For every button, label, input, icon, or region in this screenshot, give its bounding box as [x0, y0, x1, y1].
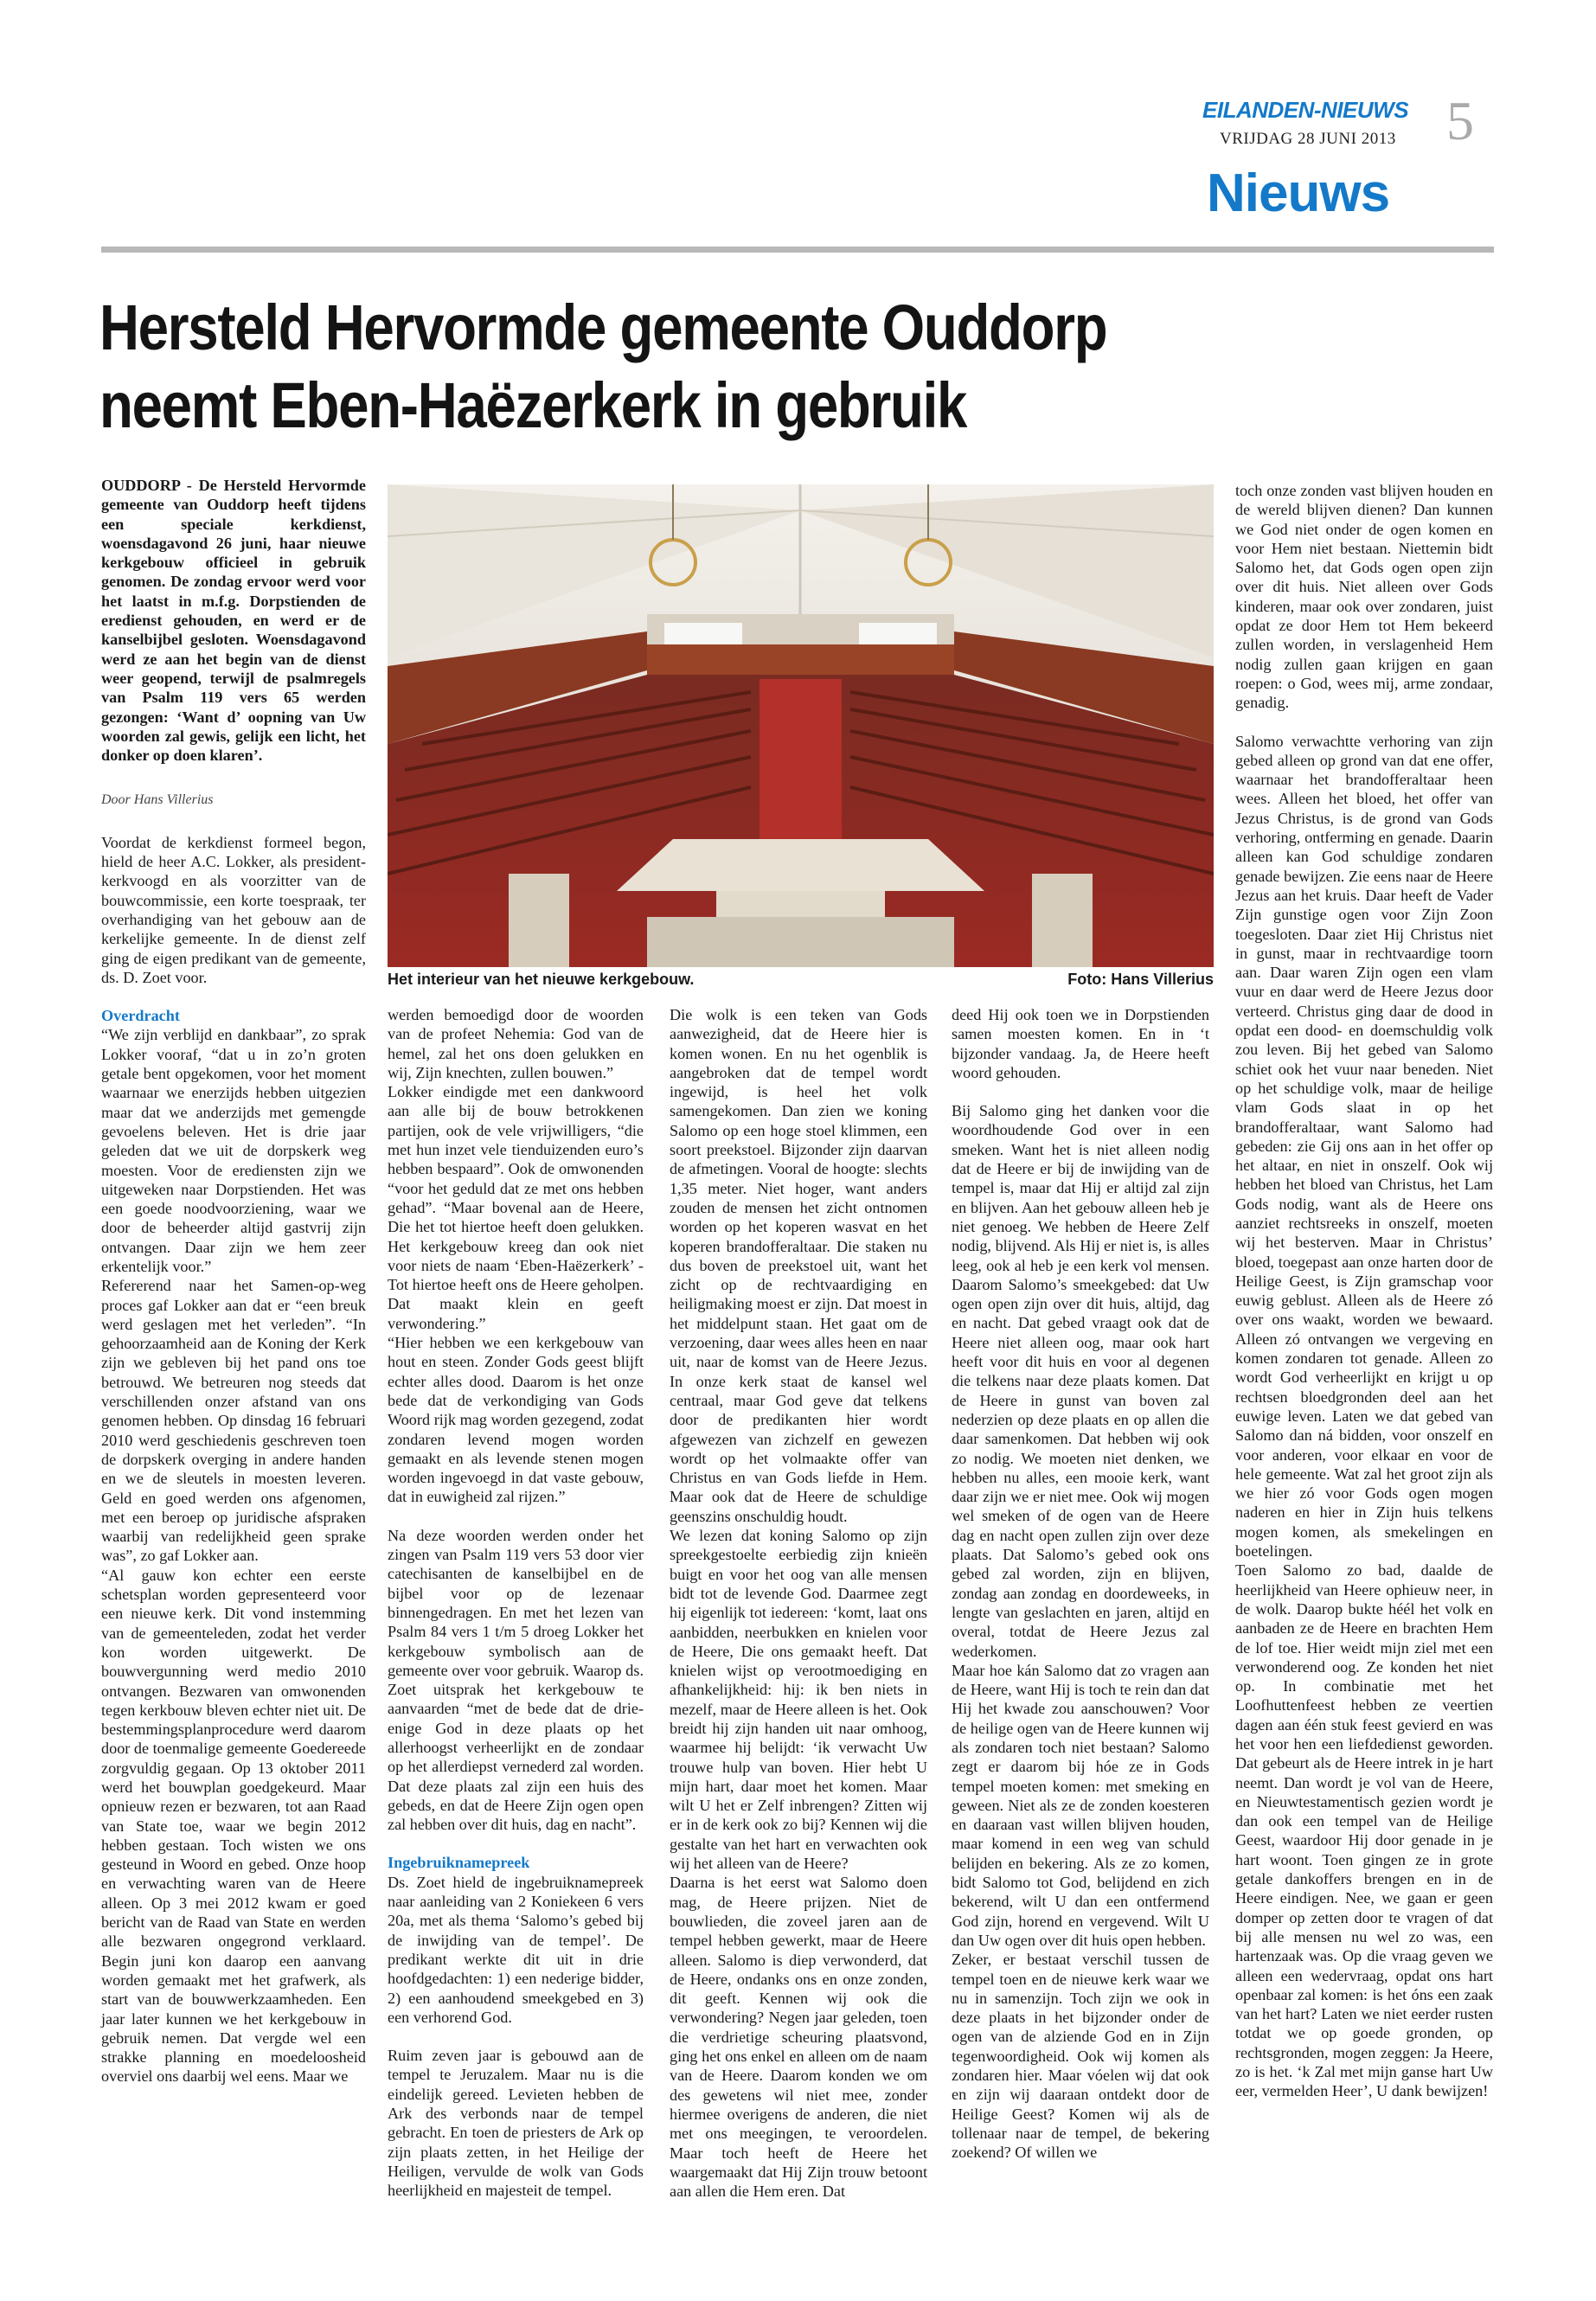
paragraph: Daarna is het eerst wat Salomo doen mag, de Heere prijzen. Niet de bouwlieden, die zoveel jaren aan de tempel hebben gewerkt, maar de Heere alleen. Salomo is diep verwonderd, dat de Heere, ondanks ons en onze zonden, dit geeft. Kennen wij ook die verwondering? Negen jaar geleden, toen die verdrietige scheuring plaatsvond, ging het ons enkel en alleen om de naam van de Heere. Daarom konden we om des gewetens wil niet mee, zonder hiermee overigens de anderen, die niet met ons meegingen, te veroordelen. Maar toch heeft de Heere het waargemaakt dat Hij Zijn trouw betoont aan allen die Hem eren. Dat: [670, 1874, 927, 2201]
paragraph: “Al gauw kon echter een eerste schetsplan worden gepresenteerd voor een nieuwe kerk. Dit vond instemming van de gemeenteleden, zodat het verder kon worden uitgewerkt. De bouwvergunning werd medio 2010 ontvangen. Bezwaren van omwonenden tegen kerkbouw bleven echter niet uit. De bestemmingsplanprocedure werd daarom door de toenmalige gemeente Goedereede zorgvuldig gegaan. Op 13 oktober 2011 werd het bouwplan goedgekeurd. Maar opnieuw rezen er bezwaren, tot aan Raad van State toe, waar we begin 2012 hebben gestaan. Toch wisten we ons gesteund in Woord en gebed. Onze hoop en verwachting waren van de Heere alleen. Op 3 mei 2012 kwam er goed bericht van de Raad van State en werden alle bezwaren ongegrond verklaard. Begin juni kon daarop een aanvang worden gemaakt met het grafwerk, als start van de bouwwerkzaamheden. Een jaar later kunnen we het kerkgebouw in gebruik nemen. Dat vergde wel een strakke planning en moedeloosheid overviel ons daarbij wel eens. Maar we: [101, 1566, 367, 2086]
section-title: Nieuws: [1207, 163, 1390, 223]
paragraph: toch onze zonden vast blijven houden en de wereld blijven dienen? Dan kunnen we God niet onder de ogen komen en voor Hem niet bestaan. Niettemin bidt Salomo het, dat Gods ogen open zijn over dit huis. Niet alleen over Gods kinderen, maar ook over zondaren, juist opdat ze door Hem tot Hem bekeerd zullen worden, in verslagenheid Hem nodig zullen gaan krijgen en gaan roepen: o God, wees mij, arme zondaar, genadig.: [1235, 482, 1493, 712]
masthead-name: EILANDEN-NIEUWS: [1202, 97, 1409, 123]
paragraph: Refererend naar het Samen-op-weg proces gaf Lokker aan dat er “een breuk werd geslagen met het verleden”. “In gehoorzaamheid aan de Koning der Kerk zijn we gebleven bij het pand ons toe betrouwd. We betreuren nog steeds dat verschillenden onzer afstand van ons genomen hebben. Op dinsdag 16 februari 2010 werd geschiedenis geschreven toen de dorpskerk overging in andere handen en we de sleutels in moesten leveren. Geld en goed werden ons afgenomen, met een beroep op juridische afspraken waarbij van redelijkheid geen sprake was”, zo gaf Lokker aan.: [101, 1277, 366, 1565]
column-2: [388, 1005, 644, 2201]
page-number: 5: [1446, 90, 1474, 151]
column-1: [101, 476, 366, 2086]
masthead-logo: [1202, 97, 1409, 128]
paragraph: “Hier hebben we een kerkgebouw van hout en steen. Zonder Gods geest blijft echter alles dood. Daarom is het onze bede dat de verkondiging van Gods Woord rijk mag worden gezegend, zodat zondaren levend mogen worden gemaakt en als levende stenen mogen worden ingevoegd in dat vaste gebouw, dat in euwigheid zal rijzen.”: [388, 1334, 644, 1506]
paragraph: deed Hij ook toen we in Dorpstienden samen moesten komen. En in ‘t bijzonder vandaag. Ja, de Heere heeft woord gehouden.: [952, 1006, 1209, 1081]
article-byline: Door Hans Villerius: [101, 792, 214, 808]
paragraph: Ds. Zoet hield de ingebruiknamepreek naar aanleiding van 2 Koniekeen 6 vers 20a, met als thema ‘Salomo’s gebed bij de inwijding van de tempel’. De predikant werkte dit uit in drie hoofdgedachten: 1) een nederige bidder, 2) een aanhoudend smeekgebed en 3) een verhorend God.: [388, 1873, 644, 2026]
paragraph: Bij Salomo ging het danken voor die woordhoudende God over in een smeken. Want het is niet alleen nodig dat de Heere er bij de inwijding van de tempel is, maar dat Hij er altijd zal zijn en blijven. Aan het gebouw alleen heb je niet genoeg. We hebben de Heere Zelf nodig, blijvend. Als Hij er niet is, is alles leeg, ook al heb je een kerk vol mensen. Daarom Salomo’s smeekgebed: dat Uw ogen open zijn over dit huis, altijd, dag en nacht. Dat gebed vraagt ook dat de Heere niet alleen oog, maar ook hart heeft voor dit huis en voor al degenen die telkens naar deze plaats komen. Dat de Heere in gunst van boven zal nederzien op deze plaats en op allen die daar samenkomen. Dat hebben wij ook zo nodig. We moeten niet denken, we hebben nu alles, een mooie kerk, want daar zijn we er niet mee. Ook wij mogen wel smeken of de ogen van de Heere dag en nacht open zullen zijn over deze plaats. Dat Salomo’s gebed ook ons gebed zal worden, zijn en blijven, zondag aan zondag en doordeweeks, in lengte van geslachten en jaren, altijd en overal, totdat de Heere Jezus zal wederkomen.: [952, 1102, 1209, 1660]
paragraph: We lezen dat koning Salomo op zijn spreekgestoelte eerbiedig zijn knieën buigt en voor het oog van alle mensen bidt tot de levende God. Daarmee zegt hij eigenlijk tot iedereen: ‘komt, laat ons aanbidden, neerbukken en knielen voor de Heere, Die ons gemaakt heeft. Dat knielen wijst op verootmoediging en afhankelijkheid: hij: ik ben niets in mezelf, maar de Heere alleen is het. Ook breidt hij zijn handen uit naar omhoog, waarmee hij belijdt: ‘ik verwacht Uw trouwe hulp van boven. Hier hebt U mijn hart, daar moet het komen. Maar wilt U het er Zelf inbrengen? Zitten wij er in de kerk ook zo bij? Kennen wij die gestalte van het hart en verwachten ook wij het alleen van de Heere?: [670, 1527, 927, 1873]
paragraph: Na deze woorden werden onder het zingen van Psalm 119 vers 53 door vier catechisanten de kanselbijbel en de bijbel voor op de lezenaar binnengedragen. En met het lezen van Psalm 84 vers 1 t/m 5 droeg Lokker het kerkgebouw symbolisch aan de gemeente over voor gebruik. Waarop ds. Zoet uitsprak het kerkgebouw te aanvaarden “met de bede dat de drie-enige God in deze plaats op het allerhoogst verheerlijkt en de zondaar op het allerdiepst vernederd zal worden. Dat deze plaats zal zijn een huis des gebeds, en dat de Heere Zijn ogen open zal hebben over dit huis, dag en nacht”.: [388, 1526, 644, 1834]
header-rule: [101, 247, 1494, 253]
issue-date: VRIJDAG 28 JUNI 2013: [1220, 130, 1396, 148]
column-4: [952, 1005, 1209, 2163]
photo-credit: Foto: Hans Villerius: [1067, 971, 1214, 988]
subhead-ingebruiknamepreek: Ingebruiknamepreek: [388, 1854, 530, 1872]
church-interior-photo: [388, 484, 1214, 967]
column-5: [1235, 481, 1493, 2101]
article-intro: OUDDORP - De Hersteld Hervormde gemeente van Ouddorp heeft tijdens een speciale kerkdienst, woensdagavond 26 juni, haar nieuwe kerkgebouw officieel in gebruik genomen. De zondag ervoor werd voor het laatst in m.f.g. Dorpstienden de eredienst gehouden, en werd er de kanselbijbel gesloten. Woensdagavond werd ze aan het begin van de dienst weer geopend, terwijl de psalmregels van Psalm 119 vers 65 werden gezongen: ‘Want d’ oopning van Uw woorden zal gewis, gelijk een licht, het donker op doen klaren’.: [101, 477, 366, 765]
paragraph: “We zijn verblijd en dankbaar”, zo sprak Lokker vooraf, “dat u in zo’n groten getale bent opgekomen, voor het moment waarnaar we enerzijds hebben uitgezien maar dat we anderzijds met gemengde gevoelens beleven. Het is drie jaar geleden dat we uit de dorpskerk weg moesten. Voor de erediensten zijn we uitgeweken naar Dorpstienden. Het was een goede noodvoorziening, waar we door de beheerder altijd gastvrij zijn ontvangen. Daar zijn we hem zeer erkentelijk voor.”: [101, 1026, 366, 1275]
photo-caption: Het interieur van het nieuwe kerkgebouw.: [388, 971, 695, 988]
paragraph: Toen Salomo zo bad, daalde de heerlijkheid van Heere ophieuw neer, in de wolk. Daarop bukte héél het volk en aanbaden ze de Heere en brachten Hem de lof toe. Hier weidt mijn ziel met een verwonderend oog. Ze konden het niet op. In combinatie met het Loofhuttenfeest hebben ze veertien dagen aan één stuk feest gevierd en was het voor hen een liefdedienst geworden. Dat gebeurt als de Heere intrek in je hart neemt. Dan wordt je vol van de Heere, en Nieuwtestamentisch gezien wordt je dan ook een tempel van de Heilige Geest, waardoor Hij door genade in je hart woont. Toen gingen ze in grote getale dankoffers brengen en in de Heere eindigen. Nee, we gaan er geen domper op zetten door te vragen of dat bij alle mensen nu wel zo was, een hartenzaak was. Op die vraag geven we alleen een wedervraag, opdat ons hart openbaar zal komen: is het óns een zaak van het hart? Laten we niet eerder rusten totdat we op goede gronden, op rechtsgronden, mogen zeggen: Ja Heere, zo is het. ‘k Zal met mijn ganse hart Uw eer, vermelden Heer’, U dank bewijzen!: [1235, 1561, 1493, 2100]
paragraph: werden bemoedigd door de woorden van de profeet Nehemia: God van de hemel, zal het ons doen gelukken en wij, Zijn knechten, zullen bouwen.”: [388, 1006, 644, 1081]
subhead-overdracht: Overdracht: [101, 1007, 180, 1025]
article-headline: Hersteld Hervormde gemeente Ouddorp neemt Eben-Haëzerkerk in gebruik: [99, 292, 1107, 441]
paragraph: Lokker eindigde met een dankwoord aan alle bij de bouw betrokkenen partijen, ook de vele vrijwilligers, “die met hun inzet vele tienduizenden euro’s hebben bespaard”. Ook de omwonenden “voor het geduld dat ze met ons hebben gehad”. “Maar bovenal aan de Heere, Die het tot hiertoe heeft doen gelukken. Het kerkgebouw kreeg dan ook niet voor niets de naam ‘Eben-Haëzerkerk’ - Tot hiertoe heeft ons de Heere geholpen. Dat maakt klein en geeft verwondering.”: [388, 1083, 644, 1332]
paragraph: Maar hoe kán Salomo dat zo vragen aan de Heere, want Hij is toch te rein dan dat Hij het kwade zou aanschouwen? Voor de heilige ogen van de Heere kunnen wij als zondaren toch niet bestaan? Salomo zegt er daarom bij hóe ze in Gods tempel moeten komen: met smeking en geween. Niet als ze de zonden koesteren en daaraan vast willen blijven houden, maar komend in een weg van schuld belijden en bekering. Als ze zo komen, bidt Salomo tot God, belijdend en zich bekerend, wilt U dan een ontfermend God zijn, horend en vergevend. Wilt U dan Uw ogen over dit huis open hebben.: [952, 1661, 1209, 1949]
paragraph: Die wolk is een teken van Gods aanwezigheid, dat de Heere hier is komen wonen. En nu het ogenblik is aangebroken dat de tempel wordt ingewijd, is heel het volk samengekomen. Dan zien we koning Salomo op een hoge stoel klimmen, een soort preekstoel. Bijzonder zijn daarvan de afmetingen. Vooral de hoogte: slechts 1,35 meter. Niet hoger, want anders zouden de mensen het zicht ontnomen worden op het koperen wasvat en het koperen brandofferaltaar. Die staken nu dus boven de preekstoel uit, want het zicht op de rechtvaardiging en heiligmaking moest er zijn. Dat moest in het middelpunt staan. Het gaat om de verzoening, daar wees alles heen en naar uit, naar de komst van de Heere Jezus. In onze kerk staat de kansel wel centraal, maar God geve dat telkens door de predikanten hier wordt afgewezen van zichzelf en gewezen wordt op het volmaakte offer van Christus en van Gods liefde in Hem. Maar ook dat de Heere de schuldige geenszins onschuldig houdt.: [670, 1006, 927, 1525]
paragraph: Voordat de kerkdienst formeel begon, hield de heer A.C. Lokker, als president-kerkvoogd en als voorzitter van de bouwcommissie, een korte toespraak, ter overhandiging van het gebouw aan de kerkelijke gemeente. In de dienst zelf ging de eigen predikant van de gemeente, ds. D. Zoet voor.: [101, 833, 366, 986]
paragraph: Zeker, er bestaat verschil tussen de tempel toen en de nieuwe kerk waar we nu in samenzijn. Toch zijn we ook in deze plaats in het bijzonder onder de ogen van de alziende God en in Zijn tegenwoordigheid. Ook wij komen als zondaren hier. Maar vóelen wij dat ook en zijn wij daaraan ontdekt door de Heilige Geest? Komen wij als de tollenaar naar de tempel, de bekering zoekend? Of willen we: [952, 1951, 1209, 2162]
paragraph: Ruim zeven jaar is gebouwd aan de tempel te Jeruzalem. Maar nu is die eindelijk gereed. Levieten hebben de Ark des verbonds naar de tempel gebracht. En toen de priesters de Ark op zijn plaats zetten, in het Heilige der Heiligen, vervulde de wolk van Gods heerlijkheid en majesteit de tempel.: [388, 2047, 644, 2200]
column-3: [670, 1005, 927, 2201]
photo-caption-bar: [388, 971, 1214, 989]
paragraph: Salomo verwachtte verhoring van zijn gebed alleen op grond van dat ene offer, waarnaar het brandofferaltaar heen wees. Alleen het bloed, het offer van Jezus Christus, is de grond van Gods verhoring, ontferming en genade. Daarin alleen kan God schuldige zondaren genade bewijzen. Zie eens naar de Heere Jezus aan het kruis. Daar heeft de Vader Zijn gunstige ogen voor Zijn Zoon toegesloten. Daar ziet Hij Christus niet in gunst, maar in rechtvaardige toorn aan. Daar waren Zijn ogen een vlam vuur en daar werd de Heere Jezus door verteerd. Christus ging daar de dood in opdat een dood- en doemschuldig volk zou leven. Bij het gebed van Salomo schiet ook het vuur naar beneden. Niet op het schuldige volk, maar de heilige vlam Gods slaat in op het brandofferaltaar, want Salomo had gebeden: zie Gij ons aan in het offer op het altaar, en niet in onszelf. Ook wij hebben het bloed van Christus, het Lam Gods nodig, want als de Heere ons aanziet rechtsreeks in onszelf, moeten wij het besterven. Maar in Christus’ bloed, toegepast aan onze harten door de Heilige Geest, is Zijn gramschap voor euwig geblust. Alleen als de Heere zó over ons waakt, worden we bewaard. Alleen zó ontvangen we vergeving en komen zondaren tot genade. Alleen zo wordt God verheerlijkt en krijgt u op rechtsen bloedgronden deel aan het euwige leven. Laten we dat gebed van Salomo dan ná bidden, voor onszelf en voor anderen, voor elkaar en voor de hele gemeente. Wat zal het groot zijn als we hier zó voor Gods ogen mogen naderen en hier in Zijn huis telkens mogen komen, als smekelingen en boetelingen.: [1235, 732, 1493, 1561]
